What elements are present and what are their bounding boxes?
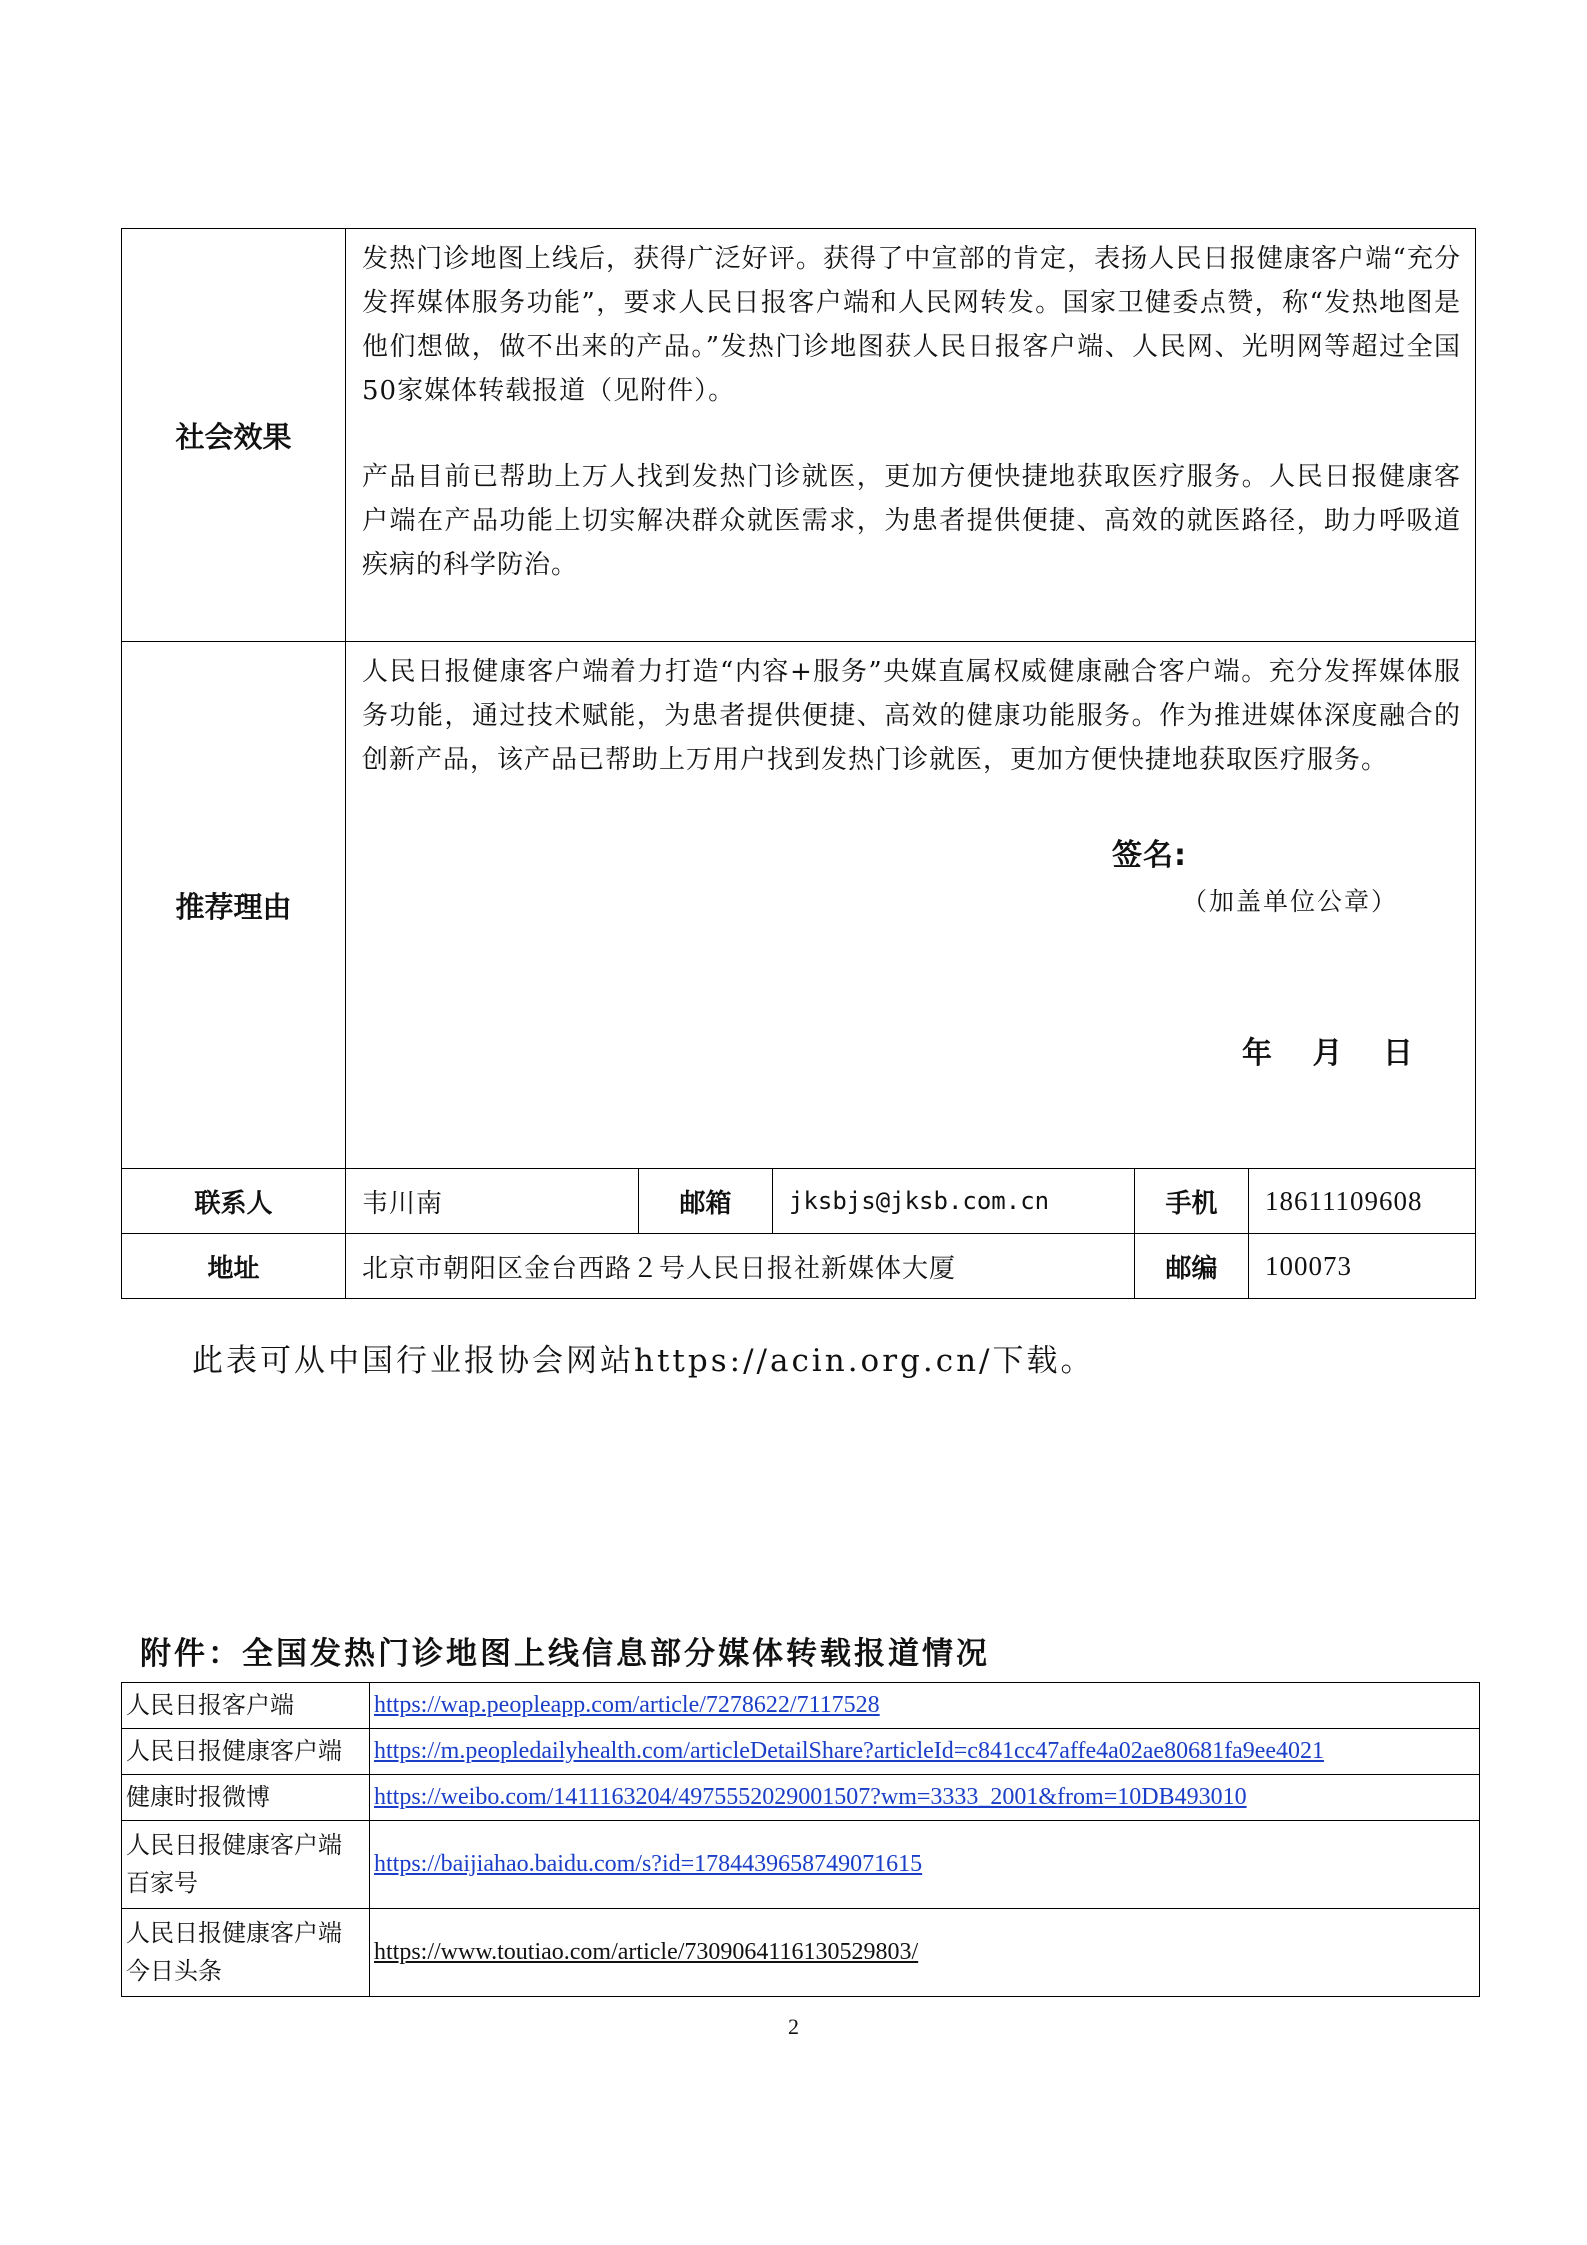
recommendation-text: 人民日报健康客户端着力打造“内容+服务”央媒直属权威健康融合客户端。充分发挥媒体服务功能，通过技术赋能，为患者提供便捷、高效的健康功能服务。作为推进媒体深度融合的创新产品，该产品已帮助上万用户找到发热门诊就医，更加方便快捷地获取医疗服务。	[362, 657, 1462, 775]
attachment-source: 人民日报健康客户端	[122, 1729, 370, 1775]
phone-value: 18611109608	[1249, 1169, 1476, 1234]
attachment-link[interactable]: https://m.peopledailyhealth.com/articleDetailShare?articleId=c841cc47affe4a02ae80681fa9ee4021	[374, 1738, 1325, 1764]
attachment-title: 附件：全国发热门诊地图上线信息部分媒体转载报道情况	[140, 1636, 990, 1672]
postcode-value: 100073	[1249, 1234, 1476, 1299]
table-row	[122, 1683, 1480, 1729]
download-note: 此表可从中国行业报协会网站https://acin.org.cn/下载。	[192, 1343, 1095, 1379]
contact-row	[122, 1169, 1476, 1234]
signature-label: 签名:	[1112, 838, 1187, 873]
attachment-source: 健康时报微博	[122, 1775, 370, 1821]
recommendation-label: 推荐理由	[122, 642, 346, 1169]
attachment-link[interactable]: https://wap.peopleapp.com/article/7278622/7117528	[374, 1692, 880, 1718]
attachment-table	[121, 1682, 1480, 1997]
social-effect-paragraph-1: 发热门诊地图上线后，获得广泛好评。获得了中宣部的肯定，表扬人民日报健康客户端“充分发挥媒体服务功能”，要求人民日报客户端和人民网转发。国家卫健委点赞，称“发热地图是他们想做，做不出来的产品。”发热门诊地图获人民日报客户端、人民网、光明网等超过全国50家媒体转载报道（见附件）。	[362, 244, 1462, 406]
table-row	[122, 1775, 1480, 1821]
table-row	[122, 1821, 1480, 1909]
page-number: 2	[788, 2014, 799, 2039]
address-row	[122, 1234, 1476, 1299]
social-effect-content	[346, 229, 1476, 642]
attachment-source: 人民日报客户端	[122, 1683, 370, 1729]
seal-note: （加盖单位公章）	[1182, 887, 1399, 916]
attachment-source: 人民日报健康客户端百家号	[122, 1821, 370, 1909]
contact-value: 韦川南	[346, 1169, 639, 1234]
postcode-label: 邮编	[1135, 1234, 1249, 1299]
table-row	[122, 1729, 1480, 1775]
social-effect-paragraph-2: 产品目前已帮助上万人找到发热门诊就医，更加方便快捷地获取医疗服务。人民日报健康客户端在产品功能上切实解决群众就医需求，为患者提供便捷、高效的就医路径，助力呼吸道疾病的科学防治。	[362, 462, 1462, 580]
recommendation-content	[346, 642, 1476, 1169]
table-row	[122, 1909, 1480, 1997]
email-value: jksbjs@jksb.com.cn	[773, 1169, 1135, 1234]
recommendation-row	[122, 642, 1476, 1169]
address-label: 地址	[122, 1234, 346, 1299]
social-effect-row	[122, 229, 1476, 642]
attachment-link[interactable]: https://weibo.com/1411163204/4975552029001507?wm=3333_2001&from=10DB493010	[374, 1784, 1247, 1810]
address-value: 北京市朝阳区金台西路２号人民日报社新媒体大厦	[346, 1234, 1135, 1299]
attachment-source: 人民日报健康客户端今日头条	[122, 1909, 370, 1997]
phone-label: 手机	[1135, 1169, 1249, 1234]
email-label: 邮箱	[639, 1169, 773, 1234]
attachment-link[interactable]: https://baijiahao.baidu.com/s?id=1784439658749071615	[374, 1851, 923, 1877]
application-form-table	[121, 228, 1476, 1299]
date-label: 年 月 日	[1242, 1036, 1421, 1071]
attachment-link[interactable]: https://www.toutiao.com/article/7309064116130529803/	[374, 1939, 919, 1965]
social-effect-label: 社会效果	[122, 229, 346, 642]
contact-label: 联系人	[122, 1169, 346, 1234]
